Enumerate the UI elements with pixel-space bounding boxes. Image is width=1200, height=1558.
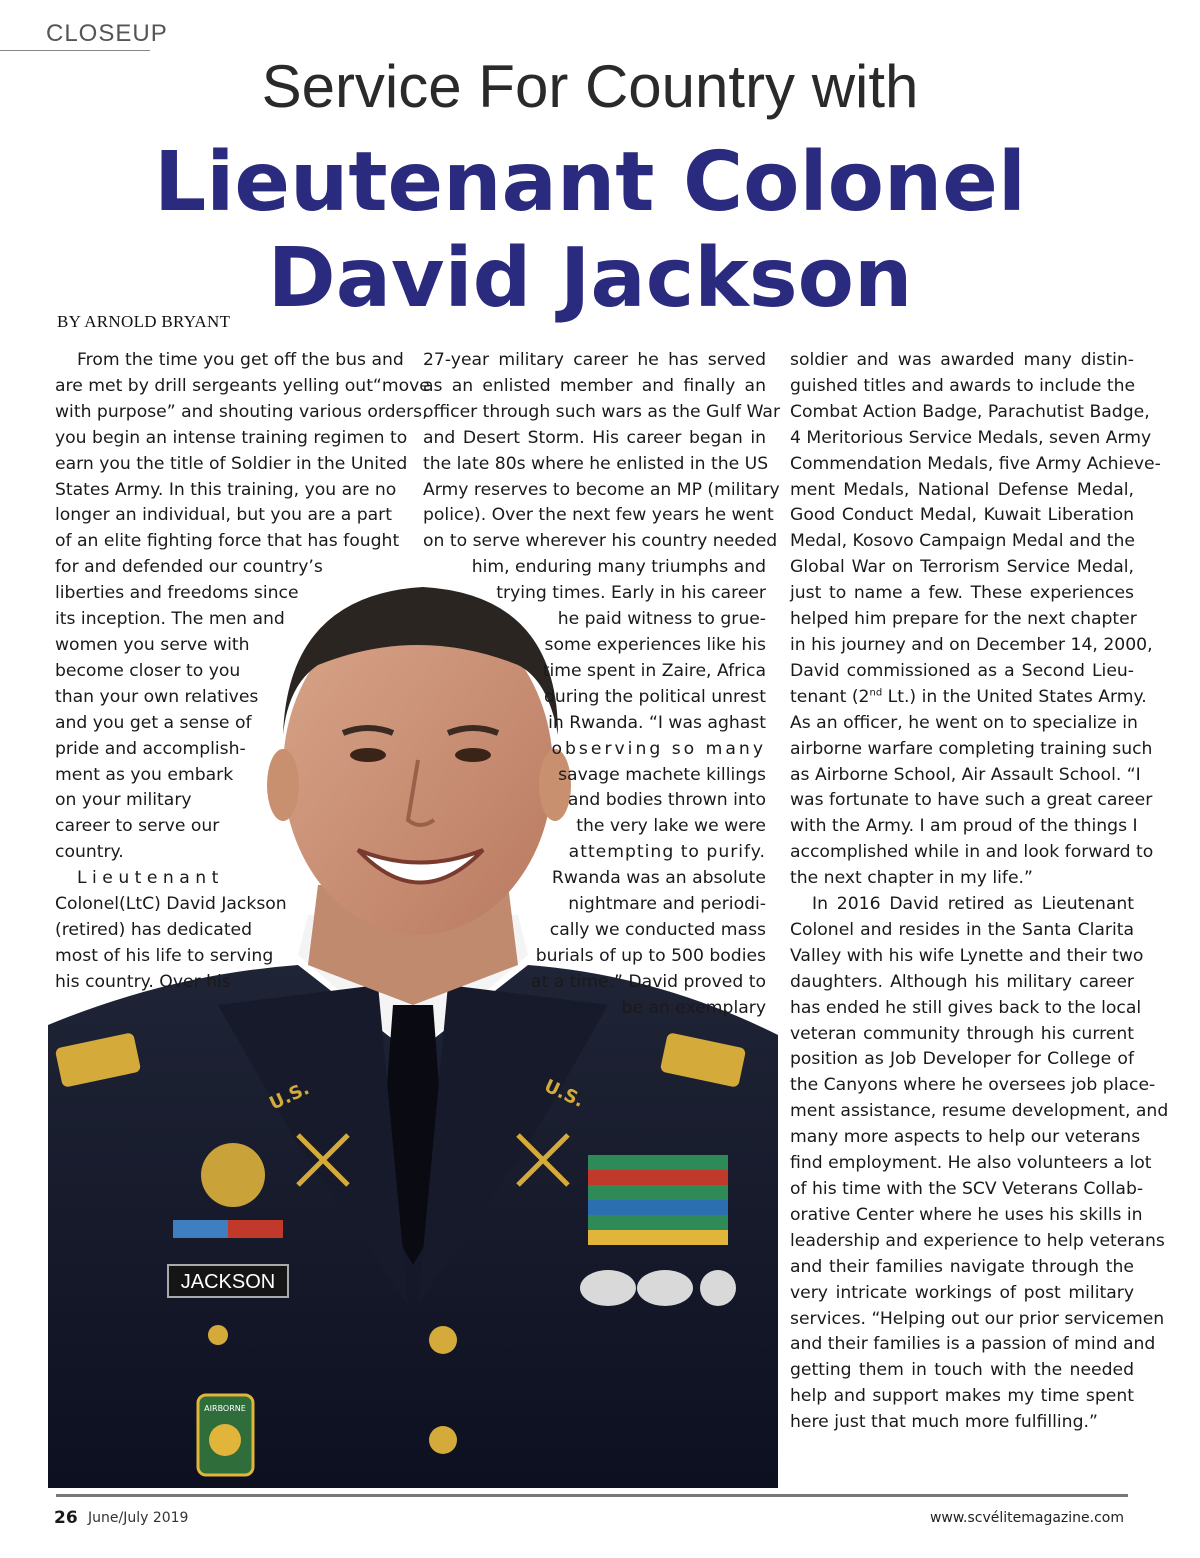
text-line: ment assistance, resume development, and <box>790 1101 1169 1122</box>
text-line: as Airborne School, Air Assault School. “I <box>790 764 1141 785</box>
text-line: career to serve our <box>55 816 220 837</box>
text-line: officer through such wars as the Gulf War <box>423 401 781 422</box>
text-line: leadership and experience to help veterans <box>790 1230 1165 1251</box>
text-line: has ended he still gives back to the local <box>790 997 1142 1018</box>
text-line: getting them in touch with the needed <box>790 1360 1134 1381</box>
us-insignia-right: U.S. <box>540 1075 588 1112</box>
text-line: very intricate workings of post military <box>790 1282 1134 1303</box>
text-line: As an officer, he went on to specialize in <box>790 712 1138 733</box>
article-column-2 <box>423 348 781 1022</box>
text-line: pride and accomplish- <box>55 738 246 759</box>
text-line: ment Medals, National Defense Medal, <box>790 479 1134 500</box>
text-line: 27-year military career he has served <box>423 350 766 370</box>
text-line: services. “Helping out our prior servicemen <box>790 1308 1165 1329</box>
text-line: position as Job Developer for College of <box>790 1049 1134 1070</box>
text-line: than your own relatives <box>55 686 259 707</box>
text-line: Army reserves to become an MP (military <box>423 479 780 500</box>
text-line: and their families is a passion of mind and <box>790 1334 1156 1355</box>
text-line: police). Over the next few years he went <box>423 505 774 526</box>
text-line: burials of up to 500 bodies <box>535 945 766 966</box>
text-line: for and defended our country’s <box>55 557 323 578</box>
issue-date: June/July 2019 <box>88 1510 189 1526</box>
us-insignia-left: U.S. <box>266 1078 313 1115</box>
text-line: his country. Over his <box>55 971 231 992</box>
text-line: him, enduring many triumphs and <box>471 557 766 578</box>
text-line: help and support makes my time spent <box>790 1386 1134 1407</box>
headline-line-1: Lieutenant Colonel <box>153 135 1027 230</box>
magazine-url: www.scvélitemagazine.com <box>929 1510 1124 1526</box>
nameplate-text: JACKSON <box>180 1271 276 1293</box>
text-line: veteran community through his current <box>790 1023 1134 1044</box>
text-line: soldier and was awarded many distin- <box>790 350 1134 370</box>
text-line: helped him prepare for the next chapter <box>790 609 1137 630</box>
text-line: guished titles and awards to include the <box>790 375 1136 396</box>
text-line: the very lake we were <box>576 816 766 837</box>
text-line: daughters. Although his military career <box>790 971 1134 992</box>
text-line: most of his life to serving <box>55 945 274 966</box>
text-line: cally we conducted mass <box>549 919 766 940</box>
headline-kicker: Service For Country with <box>261 53 919 120</box>
text-line: here just that much more fulfilling.” <box>790 1412 1098 1433</box>
text-line: and Desert Storm. His career began in <box>423 427 766 448</box>
text-line: with purpose” and shouting various orders, <box>55 401 428 422</box>
article-column-1 <box>55 348 430 996</box>
text-line: in his journey and on December 14, 2000, <box>790 634 1153 655</box>
superscript-nd: nd <box>869 687 883 699</box>
text-line: with the Army. I am proud of the things I <box>790 816 1138 837</box>
text-line: Colonel(LtC) David Jackson <box>55 894 287 915</box>
text-line: nightmare and periodi- <box>568 894 766 915</box>
text-line: liberties and freedoms since <box>55 583 299 604</box>
text-line: accomplished while in and look forward to <box>790 842 1154 863</box>
text-line: he paid witness to grue- <box>557 609 766 630</box>
text-line: Colonel and resides in the Santa Clarita <box>790 919 1134 940</box>
article-column-3 <box>790 348 1169 1436</box>
text-line: its inception. The men and <box>55 609 285 630</box>
text-line: you begin an intense training regimen to <box>55 427 408 448</box>
text-line: Global War on Terrorism Service Medal, <box>790 557 1134 578</box>
text-line: and their families navigate through the <box>790 1256 1134 1277</box>
text-line: airborne warfare completing training such <box>790 738 1153 759</box>
text-line: women you serve with <box>55 634 250 655</box>
text-line: Medal, Kosovo Campaign Medal and the <box>790 531 1135 552</box>
text-line: earn you the title of Soldier in the United <box>55 453 408 474</box>
text-line: at a time.” David proved to <box>531 971 766 992</box>
footer-rule <box>56 1494 1128 1497</box>
page-number: 26 <box>54 1508 78 1528</box>
text-line: time spent in Zaire, Africa <box>542 660 766 681</box>
section-rule <box>0 50 150 51</box>
text-line: country. <box>55 842 124 863</box>
text-line: States Army. In this training, you are no <box>55 479 397 500</box>
text-line: 4 Meritorious Service Medals, seven Army <box>790 427 1152 448</box>
text-line: From the time you get off the bus and <box>77 350 404 370</box>
text-line: David commissioned as a Second Lieu- <box>790 660 1134 681</box>
text-line: Combat Action Badge, Parachutist Badge, <box>790 401 1150 422</box>
text-line: and bodies thrown into <box>567 790 766 811</box>
text-line: (retired) has dedicated <box>55 919 253 940</box>
text-line: of his time with the SCV Veterans Collab- <box>790 1179 1144 1199</box>
text-line: during the political unrest <box>543 686 766 707</box>
text-line: In 2016 David retired as Lieutenant <box>812 894 1134 915</box>
text-line: observing so many <box>551 738 766 759</box>
text-line: Valley with his wife Lynette and their two <box>790 945 1144 966</box>
text-line: as an enlisted member and finally an <box>423 375 766 396</box>
text-line: find employment. He also volunteers a lot <box>790 1153 1152 1174</box>
text-line: Commendation Medals, five Army Achieve- <box>790 453 1161 474</box>
text-line: Good Conduct Medal, Kuwait Liberation <box>790 505 1134 526</box>
text-line: on your military <box>55 790 192 811</box>
text-line: are met by drill sergeants yelling out“move <box>55 375 430 396</box>
text-line: orative Center where he uses his skills in <box>790 1204 1143 1225</box>
text-line: the late 80s where he enlisted in the US <box>423 453 769 474</box>
text-line: ment as you embark <box>55 764 234 785</box>
airborne-tab-text: AIRBORNE <box>204 1404 246 1413</box>
text-line: be an exemplary <box>621 997 766 1018</box>
text-line: the next chapter in my life.” <box>790 868 1033 889</box>
text-line: of an elite fighting force that has fought <box>55 531 400 552</box>
text-line: many more aspects to help our veterans <box>790 1127 1141 1148</box>
text-line: become closer to you <box>55 660 241 681</box>
text-line: on to serve wherever his country needed <box>423 531 778 552</box>
text-line: some experiences like his <box>544 634 766 655</box>
headline-line-2: David Jackson <box>267 231 913 326</box>
byline: BY ARNOLD BRYANT <box>57 312 231 331</box>
text-line: in Rwanda. “I was aghast <box>548 712 766 733</box>
text-line: savage machete killings <box>558 764 766 785</box>
text-line: and you get a sense of <box>55 712 252 733</box>
text-line: attempting to purify. <box>568 842 766 863</box>
text-line: longer an individual, but you are a part <box>55 505 392 526</box>
text-line: was fortunate to have such a great career <box>790 790 1153 811</box>
text-line: Rwanda was an absolute <box>551 868 766 889</box>
text-line: L i e u t e n a n t <box>77 868 219 889</box>
section-tag: CLOSEUP <box>46 20 168 47</box>
text-line: trying times. Early in his career <box>496 583 766 604</box>
text-line: just to name a few. These experiences <box>790 583 1134 604</box>
text-line: tenant (2nd Lt.) in the United States Army. <box>790 686 1147 707</box>
text-line: the Canyons where he oversees job place- <box>790 1075 1156 1096</box>
